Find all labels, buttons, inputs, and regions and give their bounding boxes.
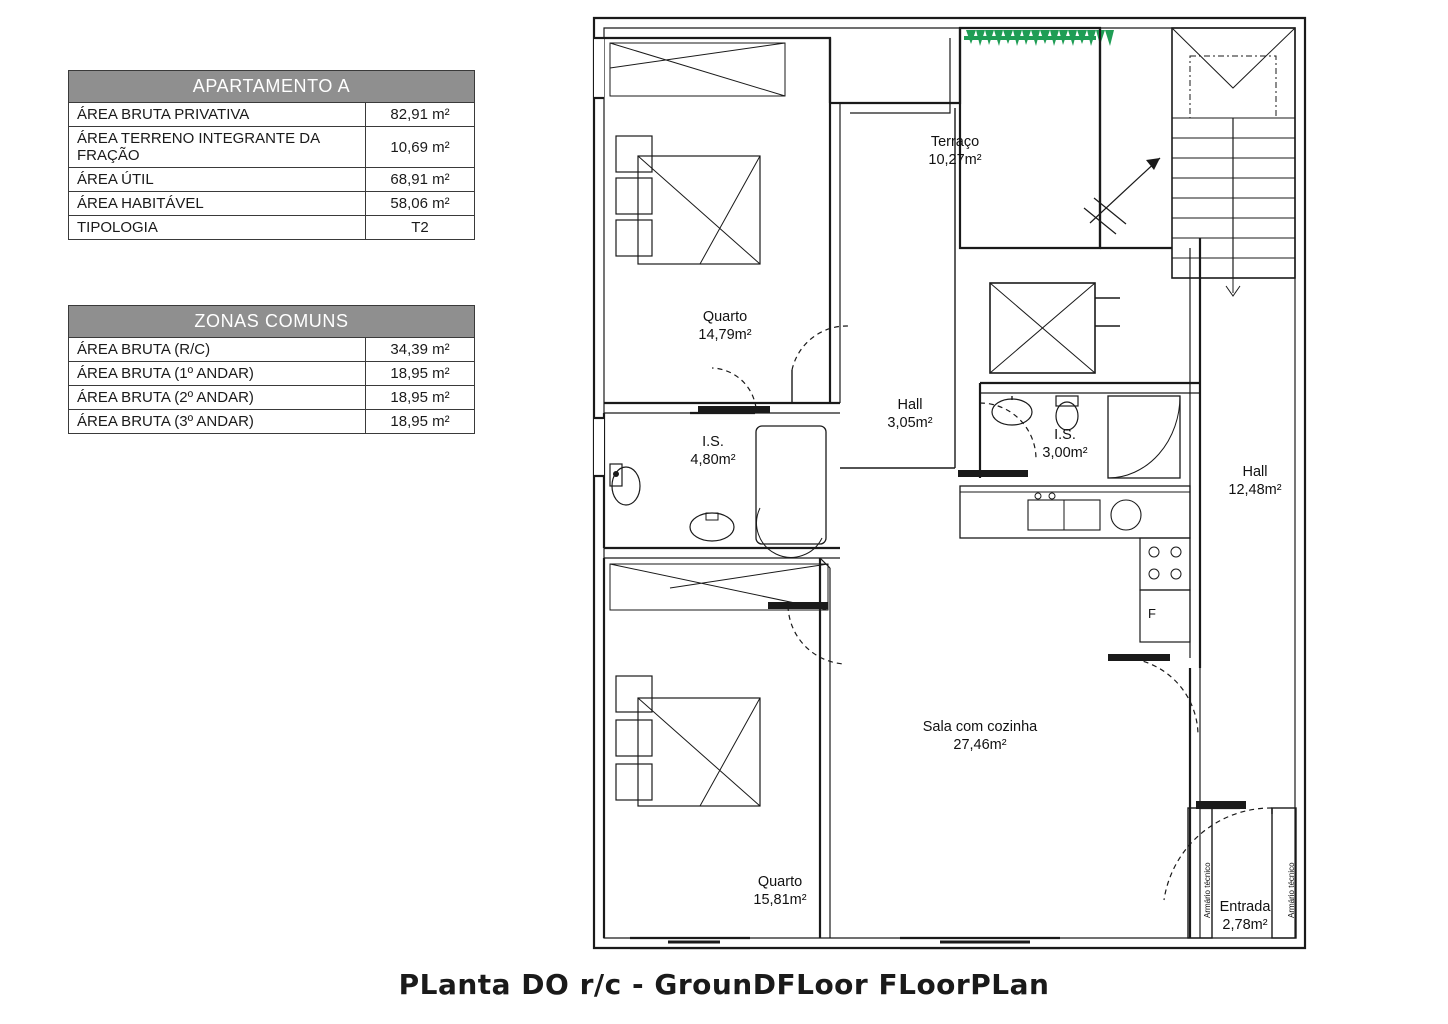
spec-label: ÁREA ÚTIL [69, 168, 366, 192]
spec-label: ÁREA TERRENO INTEGRANTE DA FRAÇÃO [69, 127, 366, 168]
table-row [69, 216, 475, 240]
spec-value: 82,91 m² [366, 103, 475, 127]
table-row [69, 127, 475, 168]
spec-label: ÁREA BRUTA (R/C) [69, 338, 366, 362]
spec-value: T2 [366, 216, 475, 240]
common-areas-title: ZONAS COMUNS [69, 306, 475, 338]
spec-label: ÁREA HABITÁVEL [69, 192, 366, 216]
spec-value: 18,95 m² [366, 386, 475, 410]
apartment-spec-table [68, 70, 475, 240]
table-row [69, 103, 475, 127]
room-label-terraco: Terraço 10,27m² [928, 134, 982, 169]
room-label-hall-2: Hall 12,48m² [1228, 464, 1282, 499]
room-label-entrada: Entrada 2,78m² [1219, 899, 1271, 934]
label-fridge: F [1148, 606, 1156, 621]
floorplan-drawing [560, 8, 1320, 958]
room-label-quarto-1: Quarto 14,79m² [698, 309, 752, 344]
room-label-is-1: I.S. 4,80m² [690, 434, 736, 469]
table-row [69, 386, 475, 410]
spec-value: 10,69 m² [366, 127, 475, 168]
table-row [69, 192, 475, 216]
table-row [69, 410, 475, 434]
spec-value: 58,06 m² [366, 192, 475, 216]
common-areas-table [68, 305, 475, 434]
spec-label: ÁREA BRUTA PRIVATIVA [69, 103, 366, 127]
label-armario-tecnico-left: Armário técnico [1203, 862, 1212, 918]
spec-label: ÁREA BRUTA (2º ANDAR) [69, 386, 366, 410]
table-row [69, 338, 475, 362]
plan-caption: PLanta DO r/c - GrounDFLoor FLoorPLan [398, 968, 1050, 1001]
room-label-is-2: I.S. 3,00m² [1042, 427, 1088, 462]
spec-label: ÁREA BRUTA (3º ANDAR) [69, 410, 366, 434]
room-label-hall-1: Hall 3,05m² [887, 397, 933, 432]
spec-label: TIPOLOGIA [69, 216, 366, 240]
spec-value: 68,91 m² [366, 168, 475, 192]
label-armario-tecnico-right: Armário técnico [1287, 862, 1296, 918]
room-label-sala: Sala com cozinha 27,46m² [922, 719, 1038, 754]
table-row [69, 168, 475, 192]
spec-value: 34,39 m² [366, 338, 475, 362]
table-row [69, 362, 475, 386]
spec-label: ÁREA BRUTA (1º ANDAR) [69, 362, 366, 386]
room-label-quarto-2: Quarto 15,81m² [753, 874, 807, 909]
spec-value: 18,95 m² [366, 362, 475, 386]
planting-hatch [964, 30, 1114, 46]
spec-value: 18,95 m² [366, 410, 475, 434]
apartment-spec-title: APARTAMENTO A [69, 71, 475, 103]
